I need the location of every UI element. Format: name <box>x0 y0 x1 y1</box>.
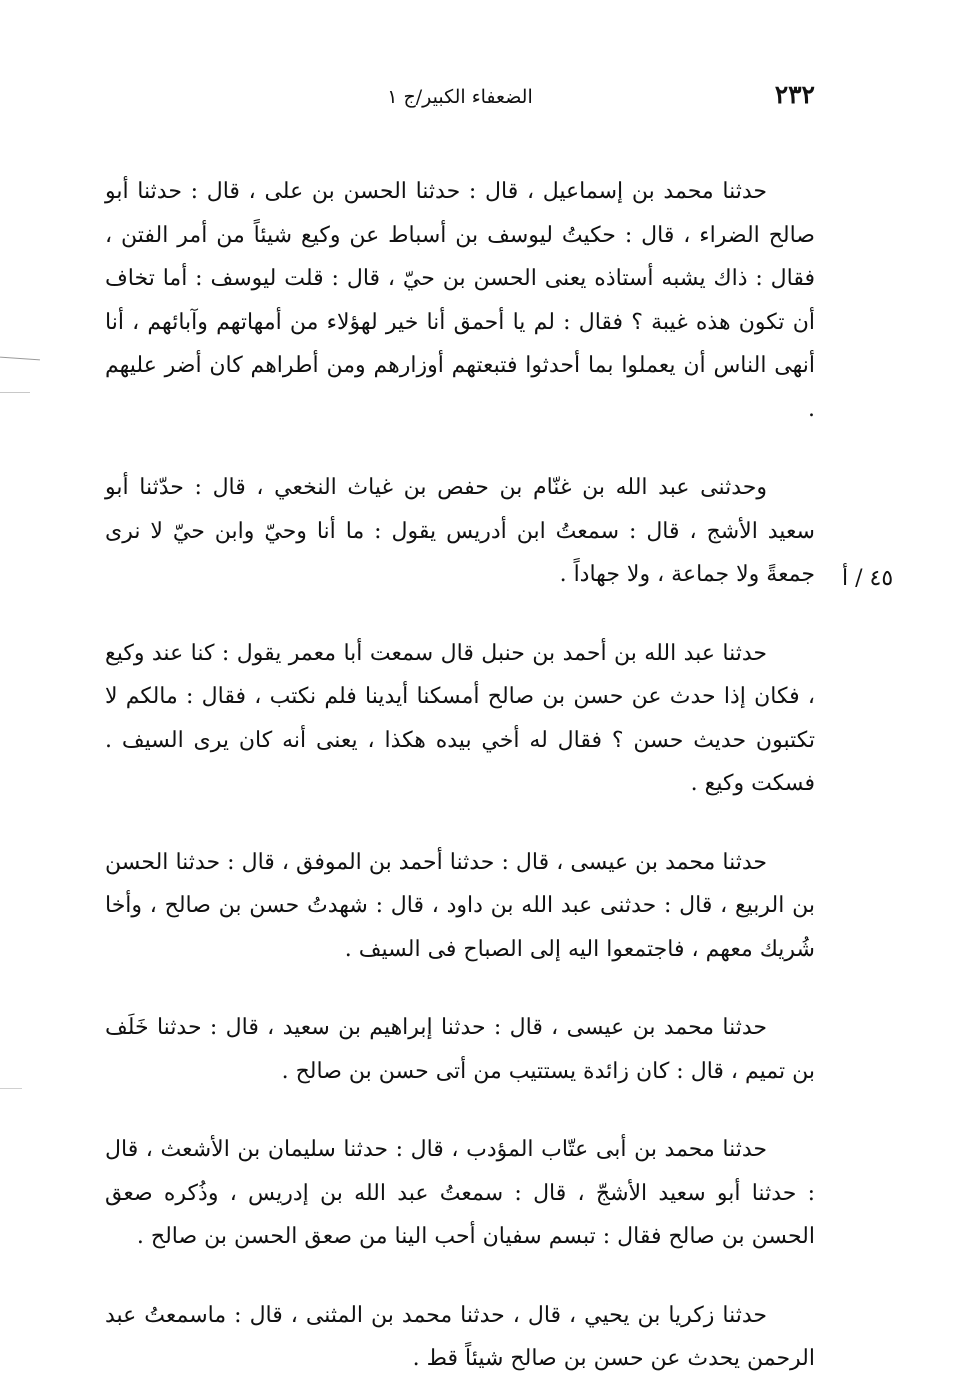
paragraph-7: حدثنا زكريا بن يحيي ، قال ، حدثنا محمد بن المثنى ، قال : ماسمعتُ عبد الرحمن يحدث عن حسن بن صالح شيئاً قط . <box>105 1302 815 1371</box>
scan-mark-line <box>0 392 30 393</box>
paragraph-5: حدثنا محمد بن عيسى ، قال : حدثنا إبراهيم بن سعيد ، قال : حدثنا خَلَف بن تميم ، قال : كان زائدة يستتيب من أتى حسن بن صالح . <box>105 1015 815 1084</box>
scan-mark-line <box>0 1088 22 1089</box>
page-number: ٢٣٢ <box>774 80 815 109</box>
scan-mark-line <box>0 357 40 361</box>
paragraph-2: وحدثنى عبد الله بن غنّام بن حفص بن غياث النخعي ، قال : حدّثنا أبو سعيد الأشج ، قال : سمعتُ ابن أدريس يقول : ما أنا وحيّ وابن حيّ لا نرى جمعةً ولا جماعة ، ولا جهاداً . <box>105 475 815 587</box>
paragraph-6: حدثنا محمد بن أبى عتّاب المؤدب ، قال : حدثنا سليمان بن الأشعث ، قال : حدثنا أبو سعيد الأشجّ ، قال : سمعتُ عبد الله بن إدريس ، وذُكره صعق الحسن بن صالح فقال : تبسم سفيان أحب الينا من صعق الحسن بن صالح . <box>105 1137 815 1249</box>
margin-folio-note: ٤٥ / أ <box>842 566 894 591</box>
paragraph-4: حدثنا محمد بن عيسى ، قال : حدثنا أحمد بن الموفق ، قال : حدثنا الحسن بن الربيع ، قال : حدثنى عبد الله بن داود ، قال : شهدتُ حسن بن صالح ، وأخا شُريك معهم ، فاجتمعوا اليه إلى الصباح فى السيف . <box>105 849 815 962</box>
running-title: الضعفاء الكبير/ج ١ <box>387 86 533 108</box>
page-header <box>105 80 815 120</box>
body-text <box>105 170 815 1381</box>
paragraph-1: حدثنا محمد بن إسماعيل ، قال : حدثنا الحسن بن على ، قال : حدثنا أبو صالح الضراء ، قال : حكيتُ ليوسف بن أسباط عن وكيع شيئاً من أمر الفتن ، فقال : ذاك يشبه أستاذه يعنى الحسن بن حيّ ، قال : قلت ليوسف : أما تخاف أن تكون هذه غيبة ؟ فقال : لم يا أحمق أنا خير لهؤلاء من أمهاتهم وآبائهم ، أنا أنهى الناس أن يعملوا بما أحدثوا فتبعتهم أوزارهم ومن أطراهم كان أضر عليهم . <box>105 179 815 422</box>
paragraph-3: حدثنا عبد الله بن أحمد بن حنبل قال سمعت أبا معمر يقول : كنا عند وكيع ، فكان إذا حدث عن حسن بن صالح أمسكنا أيدينا فلم نكتب ، فقال : مالكم لا تكتبون حديث حسن ؟ فقال له أخي بيده هكذا ، يعنى أنه كان يرى السيف . فسكت وكيع . <box>105 640 815 796</box>
